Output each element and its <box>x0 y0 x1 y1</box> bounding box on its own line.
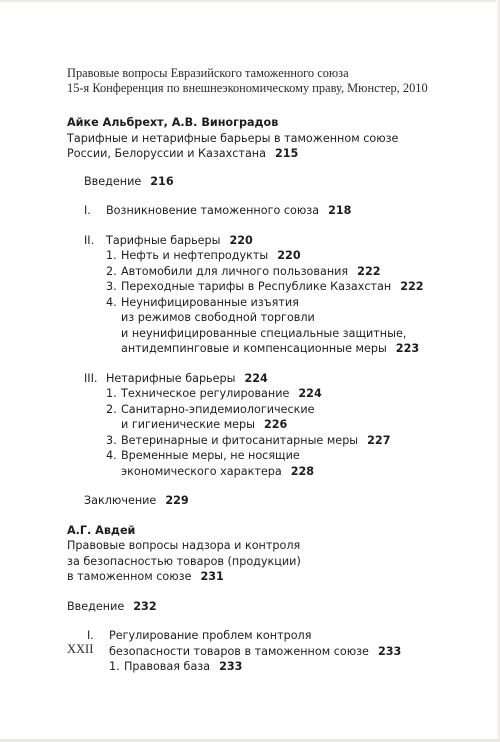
subsection-number: 2. <box>106 402 117 416</box>
subsection-label: антидемпинговые и компенсационные меры <box>121 342 387 355</box>
subsection-continuation <box>67 464 487 480</box>
section-number: III. <box>84 371 98 385</box>
toc-section-3[interactable] <box>67 371 487 387</box>
page-number: 232 <box>133 599 157 613</box>
article-2-title-line-1: Правовые вопросы надзора и контроля <box>67 539 301 552</box>
page-edge-right <box>496 0 500 742</box>
subsection-label: Переходные тарифы в Республике Казахстан <box>121 280 392 293</box>
toc-section-1[interactable] <box>67 203 487 219</box>
subsection-continuation <box>67 417 487 433</box>
subsection-label: Правовая база <box>124 660 211 673</box>
running-header <box>67 66 487 96</box>
toc-subsection[interactable] <box>67 264 487 280</box>
page-number: 224 <box>298 387 322 400</box>
page-number: 224 <box>244 371 268 385</box>
article-2-authors: А.Г. Авдей <box>67 523 136 537</box>
page-number: 215 <box>274 147 299 160</box>
subsection-number: 4. <box>106 295 117 309</box>
section-label: Тарифные барьеры <box>106 233 221 247</box>
table-of-contents <box>67 115 487 675</box>
subsection-continuation: и неунифицированные специальные защитные, <box>121 326 407 340</box>
subsection-label: Санитарно-эпидемиологические <box>121 402 315 416</box>
page-number: 233 <box>377 644 402 658</box>
subsection-label: Неунифицированные изъятия <box>121 295 299 309</box>
section-label: безопасности товаров в таможенном союзе <box>109 644 369 658</box>
page-number: 222 <box>357 264 381 278</box>
subsection-number: 1. <box>109 660 120 673</box>
article-2-title-text: в таможенном союзе <box>67 570 192 583</box>
subsection-label: и гигиенические меры <box>121 418 255 431</box>
subsection-number: 2. <box>106 264 117 278</box>
page-number: 231 <box>200 570 224 583</box>
page-edge-top <box>0 0 500 2</box>
toc-subsection[interactable] <box>67 279 487 295</box>
page-number: 216 <box>150 174 174 188</box>
page-number: 220 <box>229 233 253 247</box>
page-number: 222 <box>400 280 424 293</box>
toc-entry-conclusion[interactable] <box>67 493 487 509</box>
section-label: Нетарифные барьеры <box>106 371 236 385</box>
page-number-footer: XXII <box>67 642 94 656</box>
article-2-title-line-2: за безопасностью товаров (продукции) <box>67 554 301 568</box>
section-number: II. <box>84 233 95 247</box>
entry-label: Заключение <box>84 494 157 507</box>
subsection-number: 1. <box>106 249 117 262</box>
page-number: 233 <box>219 660 243 673</box>
subsection-label: Ветеринарные и фитосанитарные меры <box>121 433 359 447</box>
subsection-label: экономического характера <box>121 464 282 478</box>
toc-section-2[interactable] <box>67 233 487 249</box>
article-1-title-line-1: Тарифные и нетарифные барьеры в таможенном союзе <box>67 131 399 145</box>
subsection-label: Техническое регулирование <box>121 387 290 400</box>
page-number: 220 <box>277 249 301 262</box>
section-label: Регулирование проблем контроля <box>109 629 312 642</box>
page-number: 223 <box>395 342 420 355</box>
toc-subsection[interactable] <box>67 386 487 402</box>
section-label: Возникновение таможенного союза <box>106 204 320 217</box>
subsection-number: 3. <box>106 433 117 447</box>
entry-label: Введение <box>67 599 125 613</box>
toc-entry-introduction[interactable] <box>67 174 487 190</box>
page-number: 228 <box>290 464 315 478</box>
toc-subsection[interactable] <box>67 248 487 264</box>
subsection-continuation: из режимов свободной торговли <box>121 311 315 324</box>
toc-entry-introduction-2[interactable] <box>67 599 487 615</box>
subsection-number: 4. <box>106 449 117 462</box>
section-number: I. <box>84 204 91 217</box>
page-number: 227 <box>367 433 391 447</box>
section-number: I. <box>87 629 94 642</box>
section-continuation <box>67 644 487 660</box>
article-1-authors: Айке Альбрехт, А.В. Виноградов <box>67 116 279 129</box>
page-number: 229 <box>165 494 189 507</box>
toc-subsection[interactable] <box>67 402 487 418</box>
subsection-number: 3. <box>106 280 117 293</box>
article-1-title-line-2 <box>67 146 487 162</box>
header-line-2: 15-я Конференция по внешнеэкономическому праву, Мюнстер, 2010 <box>67 81 428 95</box>
toc-subsection[interactable] <box>67 448 487 464</box>
article-1-title-text: России, Белоруссии и Казахстана <box>67 147 266 160</box>
toc-section-2-1[interactable] <box>67 628 487 644</box>
toc-subsection[interactable] <box>67 433 487 449</box>
page-number: 226 <box>263 418 288 431</box>
page-number: 218 <box>328 204 352 217</box>
entry-label: Введение <box>84 174 142 188</box>
subsection-label: Временные меры, не носящие <box>121 449 300 462</box>
subsection-number: 1. <box>106 387 117 400</box>
toc-subsection[interactable] <box>67 659 487 675</box>
article-2-title-line-3 <box>67 569 487 585</box>
subsection-label: Нефть и нефтепродукты <box>121 249 269 262</box>
subsection-label: Автомобили для личного пользования <box>121 264 349 278</box>
header-line-1: Правовые вопросы Евразийского таможенного союза <box>67 66 349 80</box>
toc-subsection[interactable] <box>67 295 487 311</box>
subsection-continuation <box>67 341 487 357</box>
